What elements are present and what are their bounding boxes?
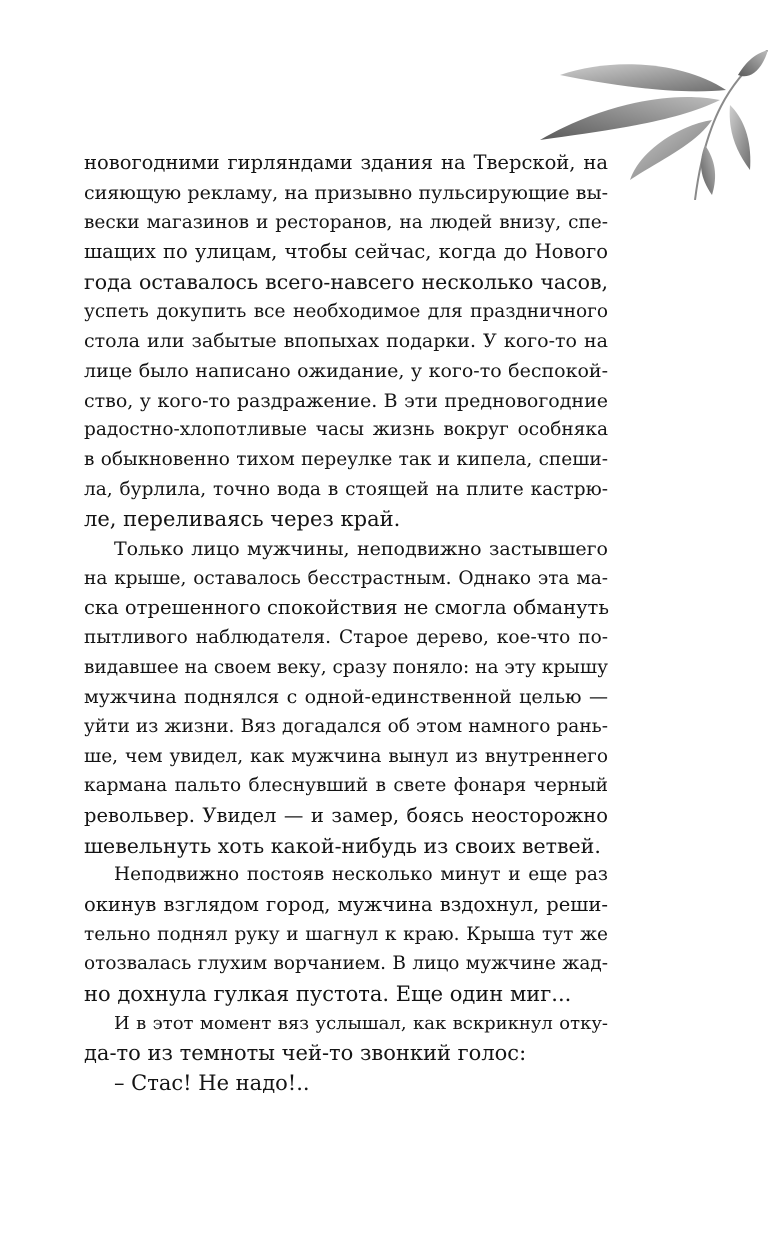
text-line: года оставалось всего-навсего несколько часов, bbox=[84, 270, 608, 294]
text-line: ше, чем увидел, как мужчина вынул из внутреннего bbox=[84, 746, 608, 767]
text-line: ле, переливаясь через край. bbox=[84, 507, 401, 531]
text-line: успеть докупить все необходимое для праздничного bbox=[84, 301, 608, 322]
text-line: окинув взглядом город, мужчина вздохнул, реши- bbox=[84, 893, 608, 916]
text-line: Неподвижно постояв несколько минут и еще раз bbox=[114, 864, 608, 885]
text-line: кармана пальто блеснувший в свете фонаря черный bbox=[84, 775, 608, 796]
text-line: шевельнуть хоть какой-нибудь из своих ветвей. bbox=[84, 834, 601, 858]
text-line: уйти из жизни. Вяз догадался об этом намного рань- bbox=[84, 716, 608, 737]
text-line: мужчина поднялся с одной-единственной целью — bbox=[84, 686, 608, 708]
text-line: ла, бурлила, точно вода в стоящей на плите кастрю- bbox=[84, 479, 608, 500]
text-line: отозвалась глухим ворчанием. В лицо мужчине жад- bbox=[84, 953, 608, 974]
text-line: лице было написано ожидание, у кого-то беспокой- bbox=[84, 360, 608, 382]
text-line: Только лицо мужчины, неподвижно застывшего bbox=[114, 538, 608, 560]
text-line: сияющую рекламу, на призывно пульсирующие вы- bbox=[84, 182, 608, 204]
text-line: И в этот момент вяз услышал, как вскрикнул отку- bbox=[114, 1013, 608, 1034]
text-line: пытливого наблюдателя. Старое дерево, кое-что по- bbox=[84, 627, 608, 648]
text-line: шащих по улицам, чтобы сейчас, когда до Нового bbox=[84, 240, 608, 263]
text-line: да-то из темноты чей-то звонкий голос: bbox=[84, 1041, 527, 1065]
text-line: револьвер. Увидел — и замер, боясь неосторожно bbox=[84, 804, 608, 827]
text-line: тельно поднял руку и шагнул к краю. Крыша тут же bbox=[84, 924, 608, 945]
text-line: ска отрешенного спокойствия не смогла обмануть bbox=[84, 596, 609, 619]
text-line: вески магазинов и ресторанов, на людей внизу, спе- bbox=[84, 212, 608, 233]
text-line: новогодними гирляндами здания на Тверской, на bbox=[84, 151, 608, 174]
dialogue-line: – Стас! Не надо!.. bbox=[114, 1071, 310, 1095]
text-line: видавшее на своем веку, сразу поняло: на эту крышу bbox=[84, 657, 608, 678]
text-line: ство, у кого-то раздражение. В эти предновогодние bbox=[84, 390, 608, 412]
text-line: на крыше, оставалось бесстрастным. Однако эта ма- bbox=[84, 568, 608, 589]
text-line: но дохнула гулкая пустота. Еще один миг... bbox=[84, 982, 572, 1006]
text-line: в обыкновенно тихом переулке так и кипела, спеши- bbox=[84, 449, 608, 470]
text-line: радостно-хлопотливые часы жизнь вокруг особняка bbox=[84, 419, 608, 440]
text-line: стола или забытые впопыхах подарки. У кого-то на bbox=[84, 330, 608, 352]
